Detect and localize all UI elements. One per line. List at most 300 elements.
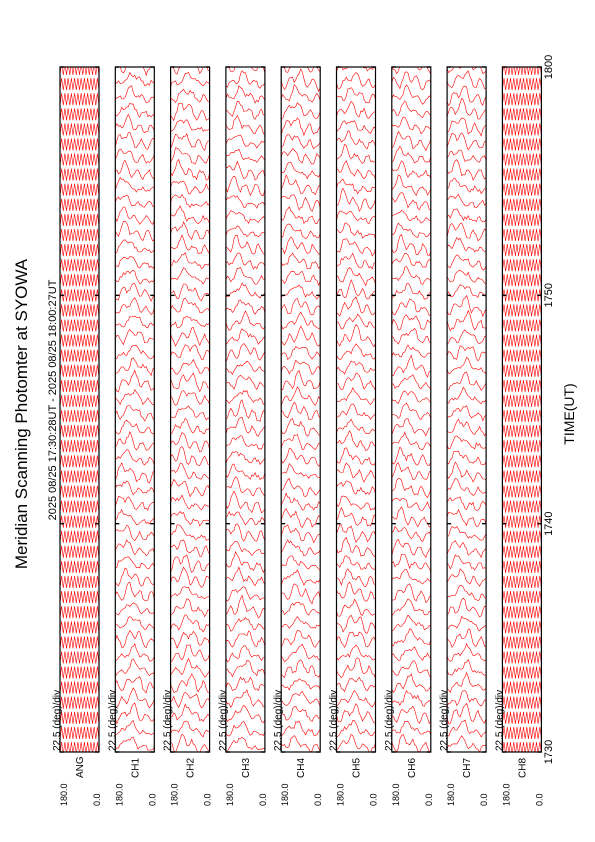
scan-trace — [115, 86, 154, 103]
scan-trace — [337, 431, 376, 451]
scan-trace — [226, 705, 265, 722]
scan-trace — [447, 555, 486, 570]
scan-trace — [502, 138, 541, 150]
scan-trace — [392, 193, 431, 211]
scan-trace — [60, 274, 99, 286]
scan-trace — [60, 395, 99, 407]
y-tick-label-max: 180.0 — [169, 783, 180, 806]
scan-trace — [171, 418, 210, 434]
scan-trace — [447, 330, 486, 345]
scan-trace — [337, 448, 376, 465]
scan-trace — [392, 72, 431, 90]
scan-trace — [115, 103, 154, 117]
scan-trace — [392, 403, 431, 419]
scan-trace — [115, 73, 154, 86]
scan-trace — [171, 345, 210, 360]
scan-trace — [502, 274, 541, 286]
scan-trace — [502, 93, 541, 105]
scan-trace — [226, 464, 265, 480]
scan-trace — [60, 561, 99, 573]
scan-trace — [447, 150, 486, 162]
scan-trace — [447, 160, 486, 180]
scan-trace — [392, 674, 431, 692]
scan-trace — [447, 55, 486, 74]
scan-trace — [337, 373, 376, 391]
scan-trace — [60, 667, 99, 679]
scan-trace — [337, 179, 376, 194]
scan-trace — [281, 540, 320, 556]
scan-trace — [171, 447, 210, 466]
scan-trace — [171, 253, 210, 269]
scan-trace — [502, 606, 541, 618]
scan-trace — [60, 576, 99, 588]
scan-trace — [392, 329, 431, 345]
scan-trace — [447, 406, 486, 421]
scan-trace — [226, 660, 265, 676]
scan-trace — [447, 644, 486, 662]
scan-trace — [281, 237, 320, 254]
scan-trace — [226, 344, 265, 363]
scale-label: 22.5 (deg)/div — [439, 689, 451, 751]
panel-traces — [171, 57, 210, 754]
scan-trace — [171, 284, 210, 301]
scan-trace — [337, 525, 376, 543]
scan-trace — [337, 463, 376, 482]
y-tick-label-max: 180.0 — [114, 783, 125, 806]
scan-trace — [392, 253, 431, 267]
x-tick-label: 1740 — [543, 511, 555, 536]
scan-trace — [60, 320, 99, 332]
y-tick-label-min: 0.0 — [534, 793, 545, 806]
scan-trace — [392, 615, 431, 631]
scan-trace — [337, 388, 376, 405]
scan-trace — [502, 576, 541, 588]
panel-frame — [281, 67, 320, 752]
x-axis-label: TIME(UT) — [561, 383, 577, 445]
panel-group — [52, 55, 544, 806]
panel-ch1 — [107, 57, 157, 806]
scan-trace — [281, 736, 320, 753]
scan-trace — [392, 210, 431, 223]
scan-trace — [447, 497, 486, 510]
y-tick-label-min: 0.0 — [479, 793, 490, 806]
scan-trace — [226, 477, 265, 497]
scan-trace — [171, 567, 210, 587]
scan-trace — [281, 175, 320, 195]
scan-trace — [392, 235, 431, 256]
scan-trace — [171, 181, 210, 194]
scan-trace — [60, 93, 99, 105]
panel-ch6 — [384, 59, 434, 807]
scan-trace — [115, 284, 154, 301]
scan-trace — [502, 621, 541, 633]
scan-trace — [226, 375, 265, 389]
scan-trace — [226, 235, 265, 255]
scan-trace — [502, 395, 541, 407]
scan-trace — [281, 402, 320, 419]
scan-trace — [447, 223, 486, 241]
scan-trace — [115, 178, 154, 193]
scan-trace — [115, 298, 154, 315]
scan-trace — [171, 479, 210, 496]
scan-trace — [171, 512, 210, 526]
scan-trace — [171, 206, 210, 224]
scan-trace — [115, 720, 154, 735]
scan-trace — [337, 735, 376, 753]
scan-trace — [60, 78, 99, 90]
scan-trace — [60, 486, 99, 498]
scan-trace — [337, 314, 376, 329]
y-tick-label-max: 180.0 — [335, 783, 346, 806]
scan-trace — [392, 161, 431, 179]
scan-trace — [115, 240, 154, 253]
scan-trace — [60, 108, 99, 120]
scale-label: 22.5 (deg)/div — [383, 689, 395, 751]
scan-trace — [337, 268, 376, 286]
scan-trace — [171, 316, 210, 327]
panel-traces — [60, 63, 99, 754]
scan-trace — [60, 154, 99, 166]
scan-trace — [60, 652, 99, 664]
scan-trace — [171, 120, 210, 132]
scan-trace — [226, 512, 265, 525]
scan-trace — [447, 71, 486, 89]
channel-label: CH6 — [406, 757, 418, 778]
scan-trace — [115, 207, 154, 225]
panel-ch8 — [494, 63, 544, 806]
scan-trace — [337, 161, 376, 180]
scan-trace — [447, 526, 486, 540]
x-tick-label: 1750 — [543, 283, 555, 308]
scan-trace — [226, 400, 265, 422]
scan-trace — [502, 410, 541, 422]
panel-frame — [502, 67, 541, 752]
scan-trace — [447, 451, 486, 465]
scan-trace — [171, 525, 210, 541]
scan-trace — [60, 214, 99, 226]
scan-trace — [281, 103, 320, 119]
scan-trace — [502, 78, 541, 90]
scan-trace — [171, 463, 210, 480]
scan-trace — [60, 289, 99, 301]
scan-trace — [337, 144, 376, 163]
scan-trace — [337, 677, 376, 691]
scan-trace — [502, 304, 541, 316]
scan-trace — [447, 541, 486, 558]
panel-traces — [337, 57, 376, 752]
scan-trace — [115, 390, 154, 405]
scan-trace — [447, 462, 486, 482]
scan-trace — [115, 57, 154, 75]
scan-trace — [60, 123, 99, 135]
scan-trace — [115, 450, 154, 465]
scan-trace — [171, 587, 210, 599]
scan-trace — [171, 615, 210, 632]
scan-trace — [392, 498, 431, 510]
scan-trace — [392, 584, 431, 603]
scan-trace — [392, 223, 431, 237]
scan-trace — [281, 660, 320, 678]
panel-ch7 — [439, 55, 489, 806]
scale-label: 22.5 (deg)/div — [162, 689, 174, 751]
scan-trace — [226, 645, 265, 662]
scan-trace — [502, 184, 541, 196]
scan-trace — [115, 149, 154, 163]
scan-trace — [115, 420, 154, 434]
scan-trace — [337, 720, 376, 736]
scan-trace — [502, 365, 541, 377]
scan-trace — [226, 391, 265, 405]
scan-trace — [337, 131, 376, 149]
scan-trace — [226, 436, 265, 450]
channel-label: ANG — [75, 756, 86, 778]
scan-trace — [447, 720, 486, 737]
scan-trace — [171, 159, 210, 180]
scan-trace — [337, 496, 376, 510]
scan-trace — [281, 584, 320, 604]
y-tick-label-min: 0.0 — [313, 793, 324, 806]
scan-trace — [115, 370, 154, 392]
scan-trace — [337, 615, 376, 633]
y-tick-label-max: 180.0 — [390, 783, 401, 806]
scan-trace — [226, 210, 265, 223]
scan-trace — [115, 631, 154, 648]
scan-trace — [226, 135, 265, 148]
y-tick-label-min: 0.0 — [257, 793, 268, 806]
scan-trace — [337, 57, 376, 71]
scan-trace — [281, 602, 320, 615]
scan-trace — [502, 697, 541, 709]
panel-frame — [60, 67, 99, 752]
scan-trace — [60, 63, 99, 75]
scan-trace — [60, 259, 99, 271]
x-axis-ticks — [543, 55, 555, 764]
scan-trace — [447, 98, 486, 119]
scan-trace — [447, 585, 486, 600]
scan-trace — [281, 224, 320, 239]
y-tick-label-min: 0.0 — [92, 793, 102, 806]
scan-trace — [392, 527, 431, 542]
scan-trace — [60, 546, 99, 558]
scan-trace — [447, 419, 486, 435]
scan-trace — [392, 419, 431, 436]
scan-trace — [226, 541, 265, 555]
scan-trace — [60, 606, 99, 618]
scan-trace — [60, 727, 99, 739]
scan-trace — [60, 591, 99, 603]
scan-trace — [502, 712, 541, 724]
scan-trace — [447, 238, 486, 253]
scan-trace — [392, 175, 431, 195]
scale-label: 22.5 (deg)/div — [107, 689, 119, 751]
scan-trace — [171, 327, 210, 346]
panel-traces — [502, 63, 541, 754]
scan-trace — [392, 691, 431, 707]
scan-trace — [392, 706, 431, 723]
scan-trace — [226, 677, 265, 690]
scan-trace — [392, 647, 431, 661]
scan-trace — [281, 285, 320, 299]
scan-trace — [226, 491, 265, 513]
scan-trace — [392, 463, 431, 480]
scan-trace — [281, 706, 320, 721]
scan-trace — [502, 108, 541, 120]
scan-trace — [281, 371, 320, 390]
scan-trace — [392, 539, 431, 557]
scan-trace — [502, 229, 541, 241]
channel-label: CH8 — [517, 757, 529, 778]
scan-trace — [226, 300, 265, 314]
scan-trace — [115, 603, 154, 615]
scan-trace — [60, 335, 99, 347]
scan-trace — [226, 115, 265, 134]
x-tick-label: 1730 — [543, 739, 555, 765]
scan-trace — [392, 554, 431, 572]
scan-trace — [281, 85, 320, 102]
scan-trace — [171, 555, 210, 573]
scan-trace — [226, 196, 265, 209]
scan-trace — [447, 255, 486, 270]
scan-trace — [337, 481, 376, 494]
scan-trace — [502, 244, 541, 256]
scan-trace — [447, 86, 486, 106]
scan-trace — [502, 591, 541, 603]
scan-trace — [60, 470, 99, 482]
scan-trace — [171, 72, 210, 87]
scan-trace — [337, 556, 376, 570]
scan-trace — [115, 345, 154, 358]
scan-trace — [60, 636, 99, 648]
scan-trace — [115, 525, 154, 540]
scan-trace — [171, 721, 210, 737]
scan-trace — [171, 195, 210, 208]
scale-label: 22.5 (deg)/div — [217, 689, 229, 751]
scan-trace — [281, 617, 320, 629]
scan-trace — [502, 214, 541, 226]
scan-trace — [115, 659, 154, 677]
scan-trace — [337, 121, 376, 134]
scan-trace — [447, 736, 486, 752]
scan-trace — [447, 479, 486, 496]
scan-trace — [60, 184, 99, 196]
scan-trace — [115, 557, 154, 569]
scan-trace — [281, 464, 320, 479]
scan-trace — [281, 118, 320, 135]
scan-trace — [281, 630, 320, 647]
scan-trace — [281, 525, 320, 543]
scan-trace — [115, 540, 154, 556]
scan-trace — [60, 455, 99, 467]
scan-trace — [281, 556, 320, 570]
scan-trace — [447, 357, 486, 374]
scan-trace — [447, 569, 486, 587]
channel-label: CH5 — [351, 757, 363, 778]
scan-trace — [281, 195, 320, 211]
scan-trace — [226, 552, 265, 573]
x-tick-label: 1800 — [543, 54, 555, 80]
scan-trace — [171, 540, 210, 557]
y-tick-label-max: 180.0 — [446, 783, 457, 806]
chart-subtitle: 2025 08/25 17:30:28UT - 2025 08/25 18:00:27UT — [47, 279, 59, 521]
panel-traces — [226, 58, 265, 751]
panel-ch4 — [273, 57, 323, 806]
scan-trace — [447, 311, 486, 331]
scan-trace — [392, 117, 431, 134]
scan-trace — [337, 280, 376, 299]
scan-trace — [392, 85, 431, 104]
scan-trace — [502, 501, 541, 513]
scan-trace — [226, 311, 265, 330]
panel-ang — [52, 63, 102, 806]
scan-trace — [502, 123, 541, 135]
scan-trace — [502, 682, 541, 694]
scan-trace — [392, 507, 431, 527]
scan-trace — [226, 253, 265, 269]
scan-trace — [115, 270, 154, 283]
scan-trace — [447, 178, 486, 193]
scan-trace — [337, 404, 376, 419]
scan-trace — [60, 169, 99, 181]
panel-traces — [115, 57, 154, 751]
scan-trace — [60, 425, 99, 437]
scan-trace — [447, 270, 486, 283]
scan-trace — [115, 160, 154, 179]
y-tick-label-min: 0.0 — [147, 793, 158, 806]
scan-trace — [337, 239, 376, 256]
scan-trace — [502, 154, 541, 166]
scan-trace — [281, 493, 320, 510]
scan-trace — [60, 244, 99, 256]
scan-trace — [226, 226, 265, 237]
scan-trace — [392, 479, 431, 498]
scan-trace — [392, 131, 431, 150]
scan-trace — [226, 176, 265, 196]
scan-trace — [281, 479, 320, 497]
scan-trace — [115, 257, 154, 269]
scan-trace — [115, 114, 154, 133]
scan-trace — [392, 315, 431, 330]
scan-trace — [171, 148, 210, 165]
scan-trace — [281, 435, 320, 450]
scan-trace — [226, 617, 265, 631]
scan-trace — [115, 406, 154, 422]
y-tick-label-min: 0.0 — [423, 793, 434, 806]
panel-ch2 — [163, 57, 213, 806]
scan-trace — [60, 350, 99, 362]
scan-trace — [447, 617, 486, 631]
scan-trace — [502, 455, 541, 467]
scan-trace — [281, 387, 320, 406]
scan-trace — [502, 636, 541, 648]
scan-trace — [226, 631, 265, 647]
y-tick-label-max: 180.0 — [501, 783, 512, 806]
scan-trace — [171, 103, 210, 120]
scan-trace — [226, 161, 265, 180]
scan-trace — [171, 674, 210, 693]
scan-trace — [281, 271, 320, 285]
scan-trace — [60, 410, 99, 422]
scan-trace — [502, 289, 541, 301]
scan-trace — [337, 297, 376, 316]
scan-trace — [226, 361, 265, 374]
scan-trace — [392, 266, 431, 284]
scan-trace — [226, 524, 265, 541]
scan-trace — [226, 417, 265, 436]
scan-trace — [392, 629, 431, 646]
scan-trace — [447, 296, 486, 317]
scan-trace — [281, 691, 320, 707]
scan-trace — [281, 207, 320, 224]
